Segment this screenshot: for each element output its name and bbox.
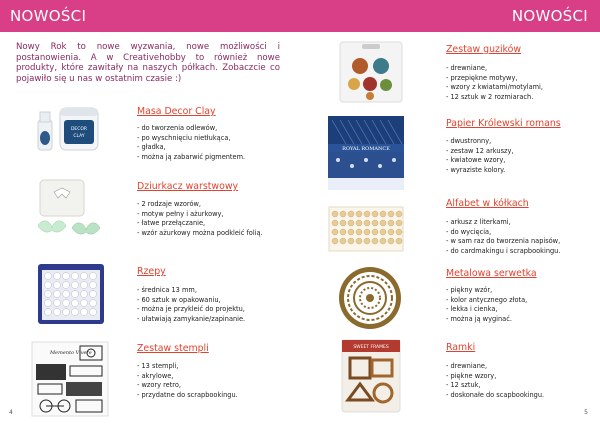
paper-label: ROYAL ROMANCE [342, 146, 390, 152]
feature-item: - do tworzenia odlewów, [137, 124, 218, 132]
product-name[interactable]: Alfabet w kółkach [446, 198, 529, 209]
feature-item: - akrylowe, [137, 371, 174, 380]
page-number: 4 [9, 409, 13, 416]
product-features [137, 286, 245, 324]
product-features [446, 362, 544, 400]
feature-item: - kolor antycznego złota, [446, 295, 528, 304]
product-name[interactable]: Rzepy [137, 266, 166, 277]
decor-clay-image [34, 104, 114, 152]
feature-item: - wzór ażurkowy można podkleić folią. [137, 228, 263, 237]
feature-item: - przepiękne motywy, [446, 73, 518, 82]
feature-item: - 12 sztuk w 2 rozmiarach. [446, 92, 534, 101]
feature-item: - wzory retro, [137, 381, 181, 390]
product-features [446, 137, 513, 175]
stamp-text: Memento Vivere [50, 350, 92, 356]
feature-item: - piękne wzory, [446, 371, 497, 380]
svg-text:DECOR: DECOR [70, 127, 88, 132]
wooden-frames-image [336, 338, 416, 414]
feature-item: - doskonałe do scapbookingu. [446, 390, 545, 399]
page-title: NOWOŚCI [511, 7, 588, 25]
intro-text: Nowy Rok to nowe wyzwania, nowe możliwości i postanowienia. A w Creativehobby to również nowe produkty, które zawitały na naszych półkach. Zobaczcie co pojawiło się u nas w ostatnim czasie :) [16, 42, 280, 84]
velcro-dots-image [36, 262, 116, 326]
feature-item: - ułatwiają zamykanie/zapinanie. [137, 314, 246, 323]
product-name[interactable]: Metalowa serwetka [446, 268, 537, 279]
feature-item: - gładka, [137, 143, 166, 152]
alphabet-circles-image [328, 206, 408, 252]
product-name[interactable]: Masa Decor Clay [137, 106, 216, 117]
feature-item: - do wycięcia, [446, 227, 492, 236]
feature-item: - można ją zabarwić pigmentem. [137, 152, 246, 161]
feature-item: - do cardmakingu i scrapbookingu. [446, 246, 561, 255]
feature-item: - łatwe przełączanie, [137, 219, 206, 228]
page-header [0, 0, 300, 32]
product-features [446, 64, 543, 102]
feature-item: - średnica 13 mm, [137, 286, 197, 294]
product-name[interactable]: Zestaw stempli [137, 343, 209, 354]
feature-item: - motyw pełny i ażurkowy, [137, 209, 224, 218]
feature-item: - dwustronny, [446, 137, 492, 145]
product-name[interactable]: Papier Królewski romans [446, 118, 561, 129]
svg-text:CLAY: CLAY [73, 134, 85, 139]
feature-item: - zestaw 12 arkuszy, [446, 146, 514, 155]
feature-item: - wzory z kwiatami/motylami, [446, 83, 543, 92]
product-name[interactable]: Zestaw guzików [446, 44, 522, 55]
product-features [446, 286, 527, 324]
product-features [446, 218, 560, 256]
feature-item: - piękny wzór, [446, 286, 493, 294]
feature-item: - 12 sztuk, [446, 381, 481, 390]
feature-item: - po wyschnięciu nietłukąca, [137, 133, 231, 142]
feature-item: - arkusz z literkami, [446, 218, 511, 226]
product-features [137, 124, 245, 162]
feature-item: - lekka i cienka, [446, 305, 498, 314]
feature-item: - kwiatowe wzory, [446, 156, 506, 165]
buttons-set-image [336, 40, 416, 104]
stamp-set-image [30, 340, 110, 418]
product-features [137, 200, 263, 238]
feature-item: - w sam raz do tworzenia napisów, [446, 237, 561, 246]
feature-item: - można je przykleić do projektu, [137, 305, 245, 314]
feature-item: - drewniane, [446, 64, 488, 72]
paper-punch-image [32, 178, 112, 248]
right-page [300, 0, 600, 424]
page-header [300, 0, 600, 32]
feature-item: - 2 rodzaje wzorów, [137, 200, 202, 208]
feature-item: - drewniane, [446, 362, 488, 370]
feature-item: - 13 stempli, [137, 362, 179, 370]
feature-item: - 60 sztuk w opakowaniu, [137, 295, 221, 304]
product-name[interactable]: Dziurkacz warstwowy [137, 181, 239, 192]
feature-item: - przydatne do scrapbookingu. [137, 390, 238, 399]
feature-item: - wyraziste kolory. [446, 165, 506, 174]
feature-item: - można ją wyginać. [446, 314, 512, 323]
page-title: NOWOŚCI [10, 7, 87, 25]
page-number: 5 [584, 409, 588, 416]
royal-paper-image [326, 114, 406, 192]
product-features [137, 362, 238, 400]
product-name[interactable]: Ramki [446, 342, 476, 353]
frames-label: SWEET FRAMES [353, 345, 389, 350]
metal-doily-image [336, 264, 416, 332]
